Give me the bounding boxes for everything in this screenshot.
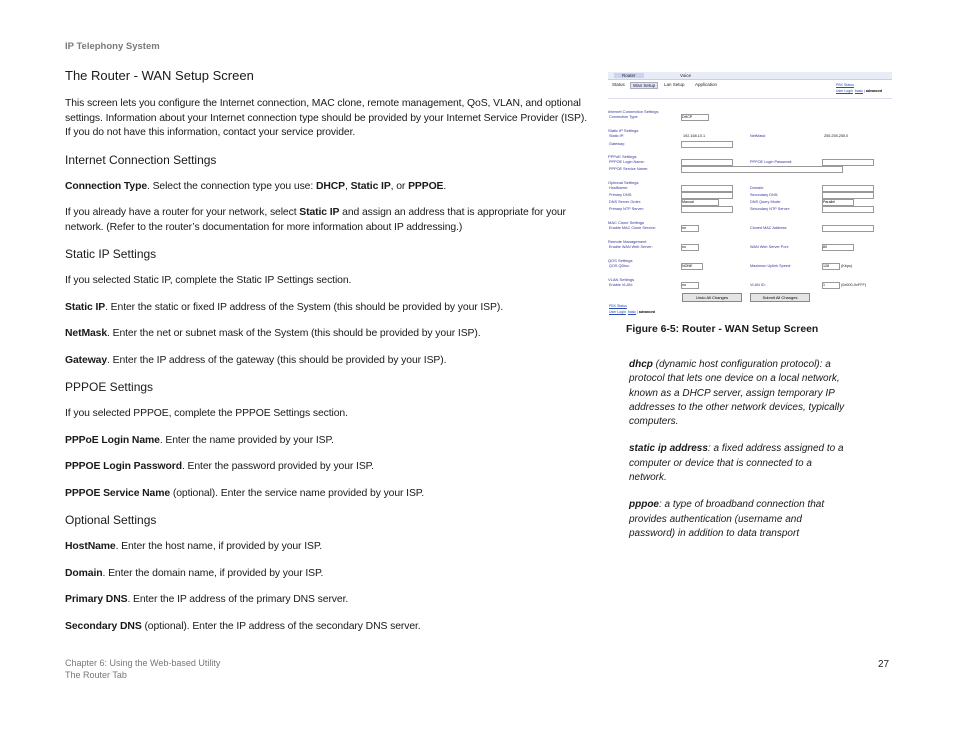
label-hostname: HostName: — [609, 186, 628, 190]
page-footer — [65, 658, 220, 681]
label-pppoe-service: PPPOE Service Name: — [609, 167, 649, 171]
section-optional: Optional Settings — [608, 180, 639, 185]
label-netmask: NetMask: — [750, 134, 767, 138]
dns-query-select[interactable]: Parallel — [822, 199, 854, 206]
running-header: IP Telephony System — [65, 41, 160, 52]
heading-static-ip: Static IP Settings — [65, 247, 157, 261]
glossary-static-ip: static ip address: a fixed address assigned to a computer or device that is connected to a network. — [629, 443, 844, 484]
pppoe-intro: If you selected PPPOE, complete the PPPOE Settings section. — [65, 408, 348, 419]
page-title: The Router - WAN Setup Screen — [65, 68, 254, 83]
label-dns-order: DNS Server Order: — [609, 200, 642, 204]
label-remote-port: WAN Web Server Port: — [750, 245, 789, 249]
heading-internet-settings: Internet Connection Settings — [65, 152, 217, 167]
gateway-input[interactable] — [681, 141, 733, 148]
label-mac-enable: Enable MAC Clone Service: — [609, 226, 657, 230]
secondary-dns-input[interactable] — [822, 192, 874, 199]
basic-link[interactable]: basic — [854, 89, 864, 93]
heading-pppoe: PPPOE Settings — [65, 380, 154, 394]
label-primary-dns: Primary DNS: — [609, 193, 633, 197]
label-vlan-id: VLAN ID: — [750, 283, 766, 287]
bottom-advanced-link[interactable]: advanced — [638, 310, 656, 314]
footer-chapter: Chapter 6: Using the Web-based Utility — [65, 658, 221, 668]
bottom-links: PBX Status User Login basic | advanced — [609, 304, 656, 314]
label-qos-policy: QOS QDisc: — [609, 264, 630, 268]
subtab-wan-setup[interactable]: Wan Setup — [630, 82, 658, 89]
netmask-value[interactable]: 255.255.255.0 — [824, 134, 849, 138]
wan-setup-screenshot — [608, 72, 892, 319]
primary-dns-paragraph: Primary DNS. Enter the IP address of the primary DNS server. — [65, 594, 349, 605]
settings-form — [608, 98, 892, 294]
vlan-enable-select[interactable]: no — [681, 282, 699, 289]
page-number: 27 — [878, 659, 890, 670]
submit-button[interactable]: Submit All Changes — [750, 293, 810, 302]
section-pppoe: PPPoE Settings — [608, 154, 637, 159]
footer-tab: The Router Tab — [65, 669, 127, 680]
section-qos: QOS Settings — [608, 258, 633, 263]
hostname-paragraph: HostName. Enter the host name, if provided by your ISP. — [65, 541, 323, 552]
remote-port-input[interactable]: 80 — [822, 244, 854, 251]
static-ip-value[interactable]: 192.168.10.1 — [683, 134, 706, 138]
label-connection-type: Connection Type: — [609, 115, 639, 119]
label-primary-ntp: Primary NTP Server: — [609, 207, 644, 211]
label-vlan-enable: Enable VLAN: — [609, 283, 633, 287]
section-vlan: VLAN Settings — [608, 277, 635, 282]
label-remote-enable: Enable WAN Web Server: — [609, 245, 653, 249]
cloned-mac-input[interactable] — [822, 225, 874, 232]
main-text — [65, 68, 590, 646]
pppoe-login-paragraph: PPPoE Login Name. Enter the name provided by your ISP. — [65, 434, 334, 446]
remote-enable-select[interactable]: no — [681, 244, 699, 251]
label-dns-query: DNS Query Mode: — [750, 200, 782, 204]
advanced-link[interactable]: advanced — [865, 89, 883, 93]
connection-type-select[interactable]: DHCP — [681, 114, 709, 121]
subtab-application[interactable]: Application — [695, 82, 718, 87]
glossary-dhcp: dhcp (dynamic host configuration protocol): a protocol that lets one device on a local network, known as a DHCP server, assign temporary IP addresses to the other network devices, typically computers. — [629, 359, 845, 428]
static-intro: If you selected Static IP, complete the Static IP Settings section. — [65, 275, 352, 286]
secondary-ntp-input[interactable] — [822, 206, 874, 213]
primary-dns-input[interactable] — [681, 192, 733, 199]
pppoe-password-paragraph: PPPOE Login Password. Enter the password provided by your ISP. — [65, 461, 374, 472]
bottom-user-login-link[interactable]: User Login — [609, 310, 626, 314]
gateway-paragraph: Gateway. Enter the IP address of the gateway (this should be provided by your ISP). — [65, 354, 447, 366]
label-cloned-mac: Cloned MAC Address: — [750, 226, 788, 230]
label-pppoe-login: PPPOE Login Name: — [609, 160, 645, 164]
label-static-ip: Static IP: — [609, 134, 625, 138]
domain-input[interactable] — [822, 185, 874, 192]
mac-clone-select[interactable]: no — [681, 225, 699, 232]
connection-type-paragraph: Connection Type. Select the connection type you use: DHCP, Static IP, or PPPOE. — [65, 180, 447, 192]
section-internet: Internet Connection Settings — [608, 109, 659, 114]
static-ip-paragraph: Static IP. Enter the static or fixed IP address of the System (this should be provided by your ISP). — [65, 301, 503, 313]
subtab-lan-setup[interactable]: Lan Setup — [664, 82, 685, 87]
glossary-pppoe: pppoe: a type of broadband connection that provides authentication (username and password) in addition to data transport — [629, 499, 825, 539]
tab-router[interactable]: Router — [614, 73, 644, 78]
netmask-paragraph: NetMask. Enter the net or subnet mask of the System (this should be provided by your ISP). — [65, 328, 481, 339]
intro-paragraph: This screen lets you configure the Internet connection, MAC clone, remote management, QoS, VLAN, and optional settings. Information about your Internet connection type should be provided by your Internet Service Provider (ISP). If you do not have this information, contact your service provider. — [65, 98, 587, 138]
label-pppoe-password: PPPOE Login Password: — [750, 160, 793, 164]
subtab-status[interactable]: Status — [612, 82, 625, 87]
bottom-pbx-status-link[interactable]: PBX Status — [609, 304, 627, 308]
qos-bandwidth-input[interactable]: 128 — [822, 263, 840, 270]
label-domain: Domain: — [750, 186, 765, 190]
bottom-basic-link[interactable]: basic — [627, 310, 637, 314]
glossary-sidebar — [629, 358, 849, 554]
secondary-dns-paragraph: Secondary DNS (optional). Enter the IP address of the secondary DNS server. — [65, 620, 421, 632]
label-qos-bandwidth: Maximum Uplink Speed: — [750, 264, 792, 268]
label-gateway: Gateway: — [609, 142, 626, 146]
vlan-hint: (0x000-0xFFF) — [841, 283, 867, 287]
pbx-status-link[interactable]: PBX Status — [836, 83, 854, 87]
qos-policy-select[interactable]: NONE — [681, 263, 703, 270]
label-secondary-dns: Secondary DNS: — [750, 193, 779, 197]
primary-ntp-input[interactable] — [681, 206, 733, 213]
label-secondary-ntp: Secondary NTP Server: — [750, 207, 791, 211]
tab-voice[interactable]: Voice — [680, 73, 692, 78]
top-tab-bar — [608, 72, 892, 80]
vlan-id-input[interactable]: 1 — [822, 282, 840, 289]
top-links: PBX Status User Login basic | advanced — [836, 83, 883, 93]
qos-unit: (Kbps) — [841, 264, 853, 268]
section-mac: MAC Clone Settings — [608, 220, 645, 225]
undo-button[interactable]: Undo All Changes — [682, 293, 742, 302]
dns-order-select[interactable]: Manual — [681, 199, 719, 206]
user-login-link[interactable]: User Login — [836, 89, 853, 93]
pppoe-service-input[interactable] — [681, 166, 843, 173]
pppoe-login-input[interactable] — [681, 159, 733, 166]
pppoe-password-input[interactable] — [822, 159, 874, 166]
pppoe-service-paragraph: PPPOE Service Name (optional). Enter the service name provided by your ISP. — [65, 487, 425, 499]
domain-paragraph: Domain. Enter the domain name, if provided by your ISP. — [65, 567, 324, 579]
section-remote: Remote Management — [608, 239, 647, 244]
static-ip-note-paragraph: If you already have a router for your network, select Static IP and assign an address that is appropriate for your network. (Refer to the router’s documentation for more information about IP addressing.) — [65, 207, 566, 233]
heading-optional: Optional Settings — [65, 513, 157, 527]
section-static: Static IP Settings — [608, 128, 639, 133]
figure-caption: Figure 6-5: Router - WAN Setup Screen — [626, 324, 819, 335]
hostname-input[interactable] — [681, 185, 733, 192]
